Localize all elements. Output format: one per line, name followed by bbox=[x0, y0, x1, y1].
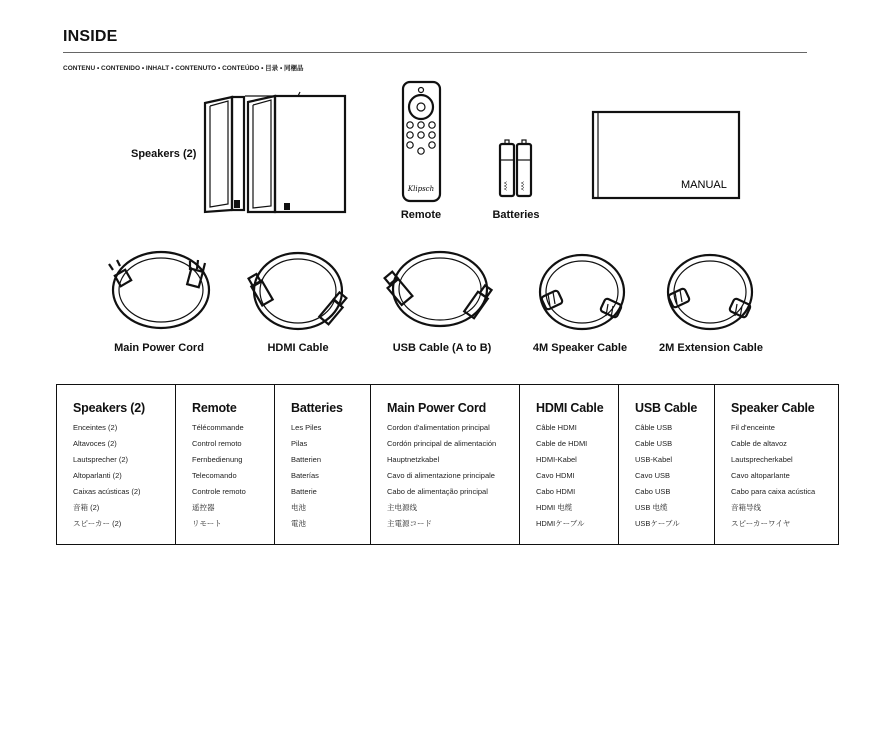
translation-item: HDMI-Kabel bbox=[536, 455, 577, 464]
manual-label: MANUAL bbox=[681, 179, 727, 191]
translation-table bbox=[56, 384, 839, 545]
translation-item: Cabo HDMI bbox=[536, 487, 576, 496]
translation-item: USB-Kabel bbox=[635, 455, 673, 464]
translation-item: Fil d'enceinte bbox=[731, 423, 775, 432]
table-column-speakers bbox=[57, 385, 176, 544]
speakers-icon bbox=[205, 92, 345, 212]
extension-cable-icon bbox=[668, 255, 752, 329]
usb-cable-icon bbox=[385, 252, 492, 326]
column-header: Main Power Cord bbox=[387, 401, 487, 415]
translation-item: 主电源线 bbox=[387, 503, 417, 512]
batteries-icon bbox=[500, 140, 531, 196]
translation-item: Hauptnetzkabel bbox=[387, 455, 440, 464]
translation-item: Cabo de alimentação principal bbox=[387, 487, 488, 496]
translation-item: Les Piles bbox=[291, 423, 322, 432]
translation-item: Enceintes (2) bbox=[73, 423, 118, 432]
translation-item: Telecomando bbox=[192, 471, 237, 480]
translation-item: リモート bbox=[192, 519, 222, 528]
translation-item: 遥控器 bbox=[192, 503, 215, 512]
translation-item: Cavo di alimentazione principale bbox=[387, 471, 495, 480]
batteries-label: Batteries bbox=[492, 209, 540, 221]
translation-item: USB 电缆 bbox=[635, 503, 668, 512]
translation-item: Cable de altavoz bbox=[731, 439, 787, 448]
column-header: Remote bbox=[192, 401, 237, 415]
remote-label: Remote bbox=[400, 209, 442, 221]
translation-item: Cable USB bbox=[635, 439, 673, 448]
speaker-cable-label: 4M Speaker Cable bbox=[532, 342, 628, 354]
translation-item: Câble HDMI bbox=[536, 423, 577, 432]
power-cord-icon bbox=[109, 252, 209, 328]
translation-item: Cabo para caixa acústica bbox=[731, 487, 816, 496]
translation-item: HDMI 电缆 bbox=[536, 503, 573, 512]
translation-item: 音箱 (2) bbox=[73, 503, 100, 512]
translation-item: 電池 bbox=[291, 519, 306, 528]
translation-item: Cable de HDMI bbox=[536, 439, 588, 448]
page-subtitle: CONTENU • CONTENIDO • INHALT • CONTENUTO • CONTEÚDO • 目录 • 同梱品 bbox=[63, 65, 304, 72]
usb-cable-label: USB Cable (A to B) bbox=[392, 342, 492, 354]
extension-cable-label: 2M Extension Cable bbox=[659, 342, 763, 354]
column-header: HDMI Cable bbox=[536, 401, 604, 415]
translation-item: Cavo USB bbox=[635, 471, 671, 480]
table-column-hdmi-cable bbox=[520, 385, 619, 544]
translation-item: Batterie bbox=[291, 487, 317, 496]
page-title: INSIDE bbox=[63, 28, 118, 45]
manual-icon bbox=[593, 112, 739, 198]
translation-item: Cavo HDMI bbox=[536, 471, 575, 480]
translation-item: Cavo altoparlante bbox=[731, 471, 790, 480]
translation-item: Control remoto bbox=[192, 439, 242, 448]
translation-item: 音箱导线 bbox=[731, 503, 761, 512]
hdmi-cable-icon bbox=[249, 253, 347, 329]
contents-illustration bbox=[0, 0, 870, 370]
remote-brand: Klipsch bbox=[407, 185, 435, 193]
power-cord-label: Main Power Cord bbox=[114, 342, 204, 354]
column-header: USB Cable bbox=[635, 401, 698, 415]
translation-item: Cabo USB bbox=[635, 487, 671, 496]
hdmi-cable-label: HDMI Cable bbox=[267, 342, 329, 354]
column-header: Batteries bbox=[291, 401, 343, 415]
table-column-speaker-cable bbox=[715, 385, 837, 544]
translation-item: HDMIケーブル bbox=[536, 519, 585, 528]
table-column-main-power-cord bbox=[371, 385, 520, 544]
translation-item: スピーカーワイヤ bbox=[731, 519, 791, 528]
translation-item: Câble USB bbox=[635, 423, 673, 432]
table-column-remote bbox=[176, 385, 275, 544]
table-column-batteries bbox=[275, 385, 371, 544]
translation-item: 电池 bbox=[291, 503, 306, 512]
translation-item: 主電源コード bbox=[387, 519, 432, 528]
translation-item: Cordón principal de alimentación bbox=[387, 439, 497, 448]
translation-item: Lautsprecher (2) bbox=[73, 455, 129, 464]
translation-item: Altoparlanti (2) bbox=[73, 471, 122, 480]
translation-item: Lautsprecherkabel bbox=[731, 455, 793, 464]
column-header: Speaker Cable bbox=[731, 401, 815, 415]
svg-text:AAA: AAA bbox=[503, 181, 508, 191]
translation-item: Fernbedienung bbox=[192, 455, 243, 464]
column-header: Speakers (2) bbox=[73, 401, 145, 415]
remote-icon bbox=[403, 82, 440, 201]
speakers-label: Speakers (2) bbox=[131, 148, 197, 160]
table-column-usb-cable bbox=[619, 385, 715, 544]
translation-item: USBケーブル bbox=[635, 519, 680, 528]
translation-item: Télécommande bbox=[192, 423, 244, 432]
translation-item: スピーカー (2) bbox=[73, 519, 122, 528]
translation-item: Controle remoto bbox=[192, 487, 246, 496]
translation-item: Altavoces (2) bbox=[73, 439, 117, 448]
svg-text:AAA: AAA bbox=[520, 181, 525, 191]
speaker-cable-icon bbox=[540, 255, 624, 329]
translation-item: Pilas bbox=[291, 439, 308, 448]
translation-item: Batterien bbox=[291, 455, 322, 464]
translation-item: Cordon d'alimentation principal bbox=[387, 423, 490, 432]
translation-item: Baterías bbox=[291, 471, 319, 480]
translation-item: Caixas acústicas (2) bbox=[73, 487, 141, 496]
